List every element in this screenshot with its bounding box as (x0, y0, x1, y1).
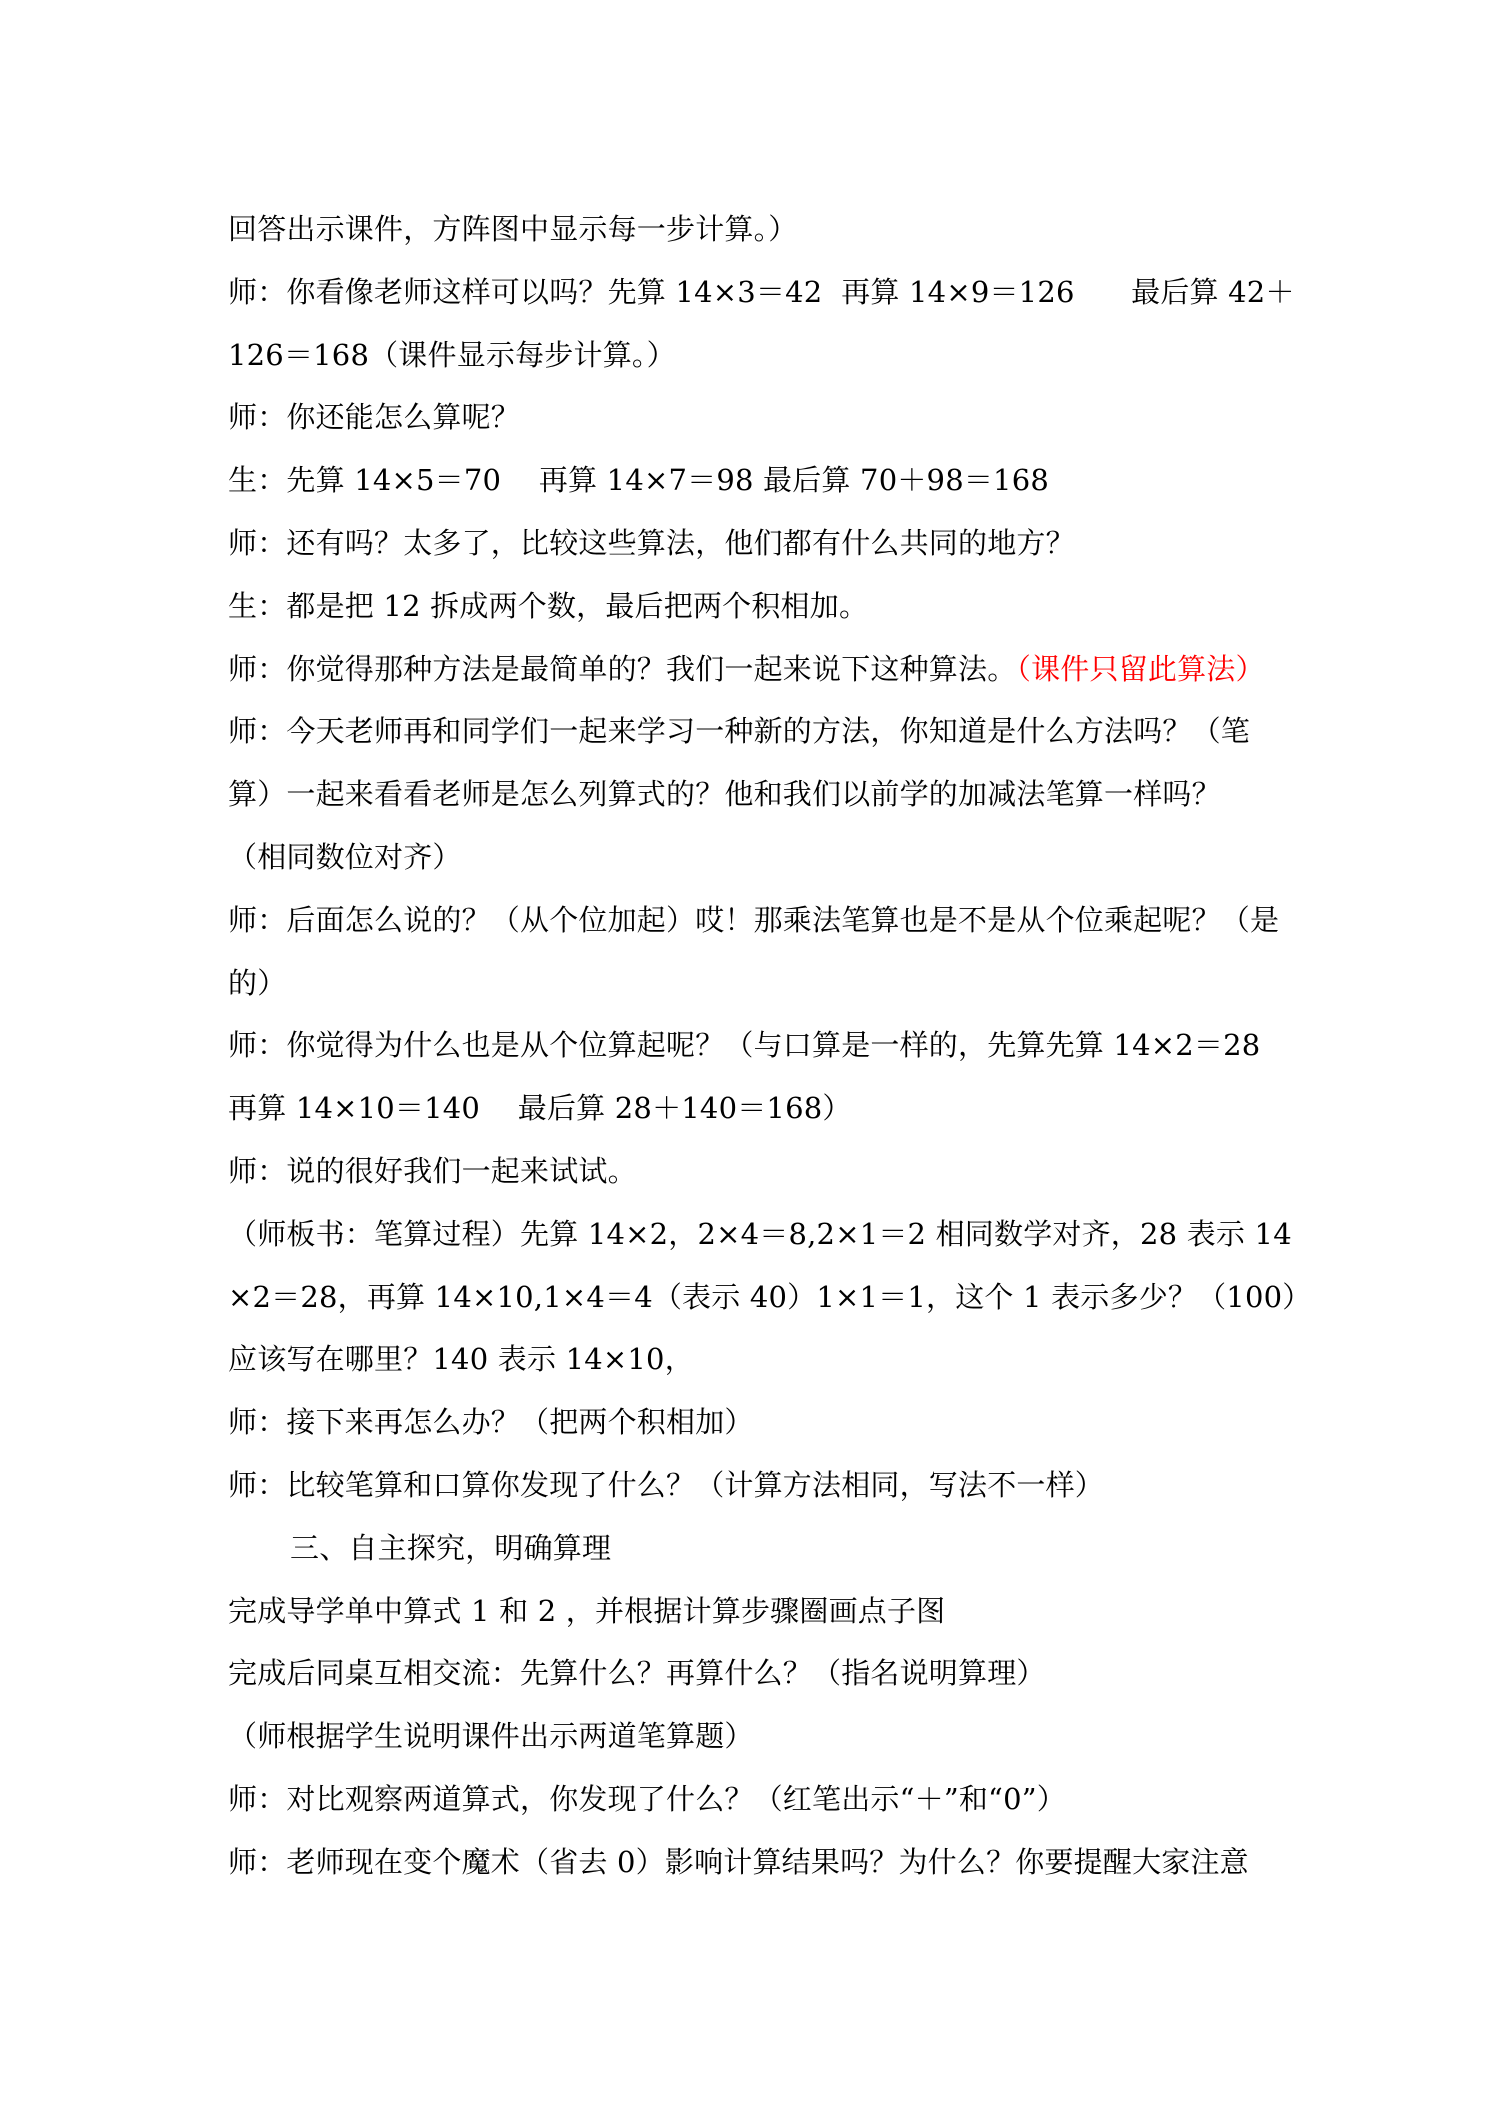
document-body (228, 198, 1312, 1894)
text-line-14: 师：你觉得为什么也是从个位算起呢？（与口算是一样的，先算先算 14×2＝28 (228, 1028, 1261, 1063)
text-line-1: 回答出示课件，方阵图中显示每一步计算。） (228, 212, 798, 246)
text-line-12: 师：后面怎么说的？（从个位加起）哎！那乘法笔算也是不是从个位乘起呢？（是 (228, 902, 1280, 937)
text-line-2: 师：你看像老师这样可以吗？先算 14×3＝42 再算 14×9＝126 最后算 42＋ (228, 274, 1295, 309)
text-line-19: 应该写在哪里？140 表示 14×10， (228, 1342, 694, 1377)
highlighted-note: （课件只留此算法） (1016, 651, 1265, 686)
text-line-13: 的） (228, 965, 287, 1000)
text-line-17: （师板书：笔算过程）先算 14×2，2×4＝8,2×1＝2 相同数学对齐，28 表示 14 (228, 1216, 1292, 1251)
text-line-7: 生：都是把 12 拆成两个数，最后把两个积相加。 (228, 588, 869, 623)
text-line-3: 126＝168（课件显示每步计算。） (228, 337, 676, 372)
text-line-6: 师：还有吗？太多了，比较这些算法，他们都有什么共同的地方？ (228, 525, 1075, 560)
text-line-20: 师：接下来再怎么办？（把两个积相加） (228, 1405, 754, 1440)
section-heading: 三、自主探究，明确算理 (290, 1530, 612, 1565)
text-line-25: （师根据学生说明课件出示两道笔算题） (228, 1719, 754, 1754)
text-line-5: 生：先算 14×5＝70 再算 14×7＝98 最后算 70＋98＝168 (228, 463, 1050, 498)
text-line-18: ×2＝28，再算 14×10,1×4＝4（表示 40）1×1＝1，这个 1 表示多少？（100） (228, 1279, 1312, 1314)
text-line-23: 完成导学单中算式 1 和 2 ，并根据计算步骤圈画点子图 (228, 1593, 946, 1628)
text-line-4: 师：你还能怎么算呢？ (228, 400, 521, 435)
text-line-9: 师：今天老师再和同学们一起来学习一种新的方法，你知道是什么方法吗？（笔 (228, 714, 1251, 749)
text-line-8: 师：你觉得那种方法是最简单的？我们一起来说下这种算法。（课件只留此算法） (228, 651, 1265, 686)
text-line-10: 算）一起来看看老师是怎么列算式的？他和我们以前学的加减法笔算一样吗？ (228, 777, 1221, 812)
text-line-21: 师：比较笔算和口算你发现了什么？（计算方法相同，写法不一样） (228, 1467, 1105, 1502)
text-line-26: 师：对比观察两道算式，你发现了什么？（红笔出示“＋”和“0”） (228, 1781, 1066, 1816)
text-line-27: 师：老师现在变个魔术（省去 0）影响计算结果吗？为什么？你要提醒大家注意 (228, 1844, 1249, 1879)
text-line-15: 再算 14×10＝140 最后算 28＋140＝168） (228, 1091, 852, 1126)
text-line-11: （相同数位对齐） (228, 839, 462, 874)
text-line-16: 师：说的很好我们一起来试试。 (228, 1153, 637, 1188)
text-line-24: 完成后同桌互相交流：先算什么？再算什么？（指名说明算理） (228, 1656, 1046, 1691)
